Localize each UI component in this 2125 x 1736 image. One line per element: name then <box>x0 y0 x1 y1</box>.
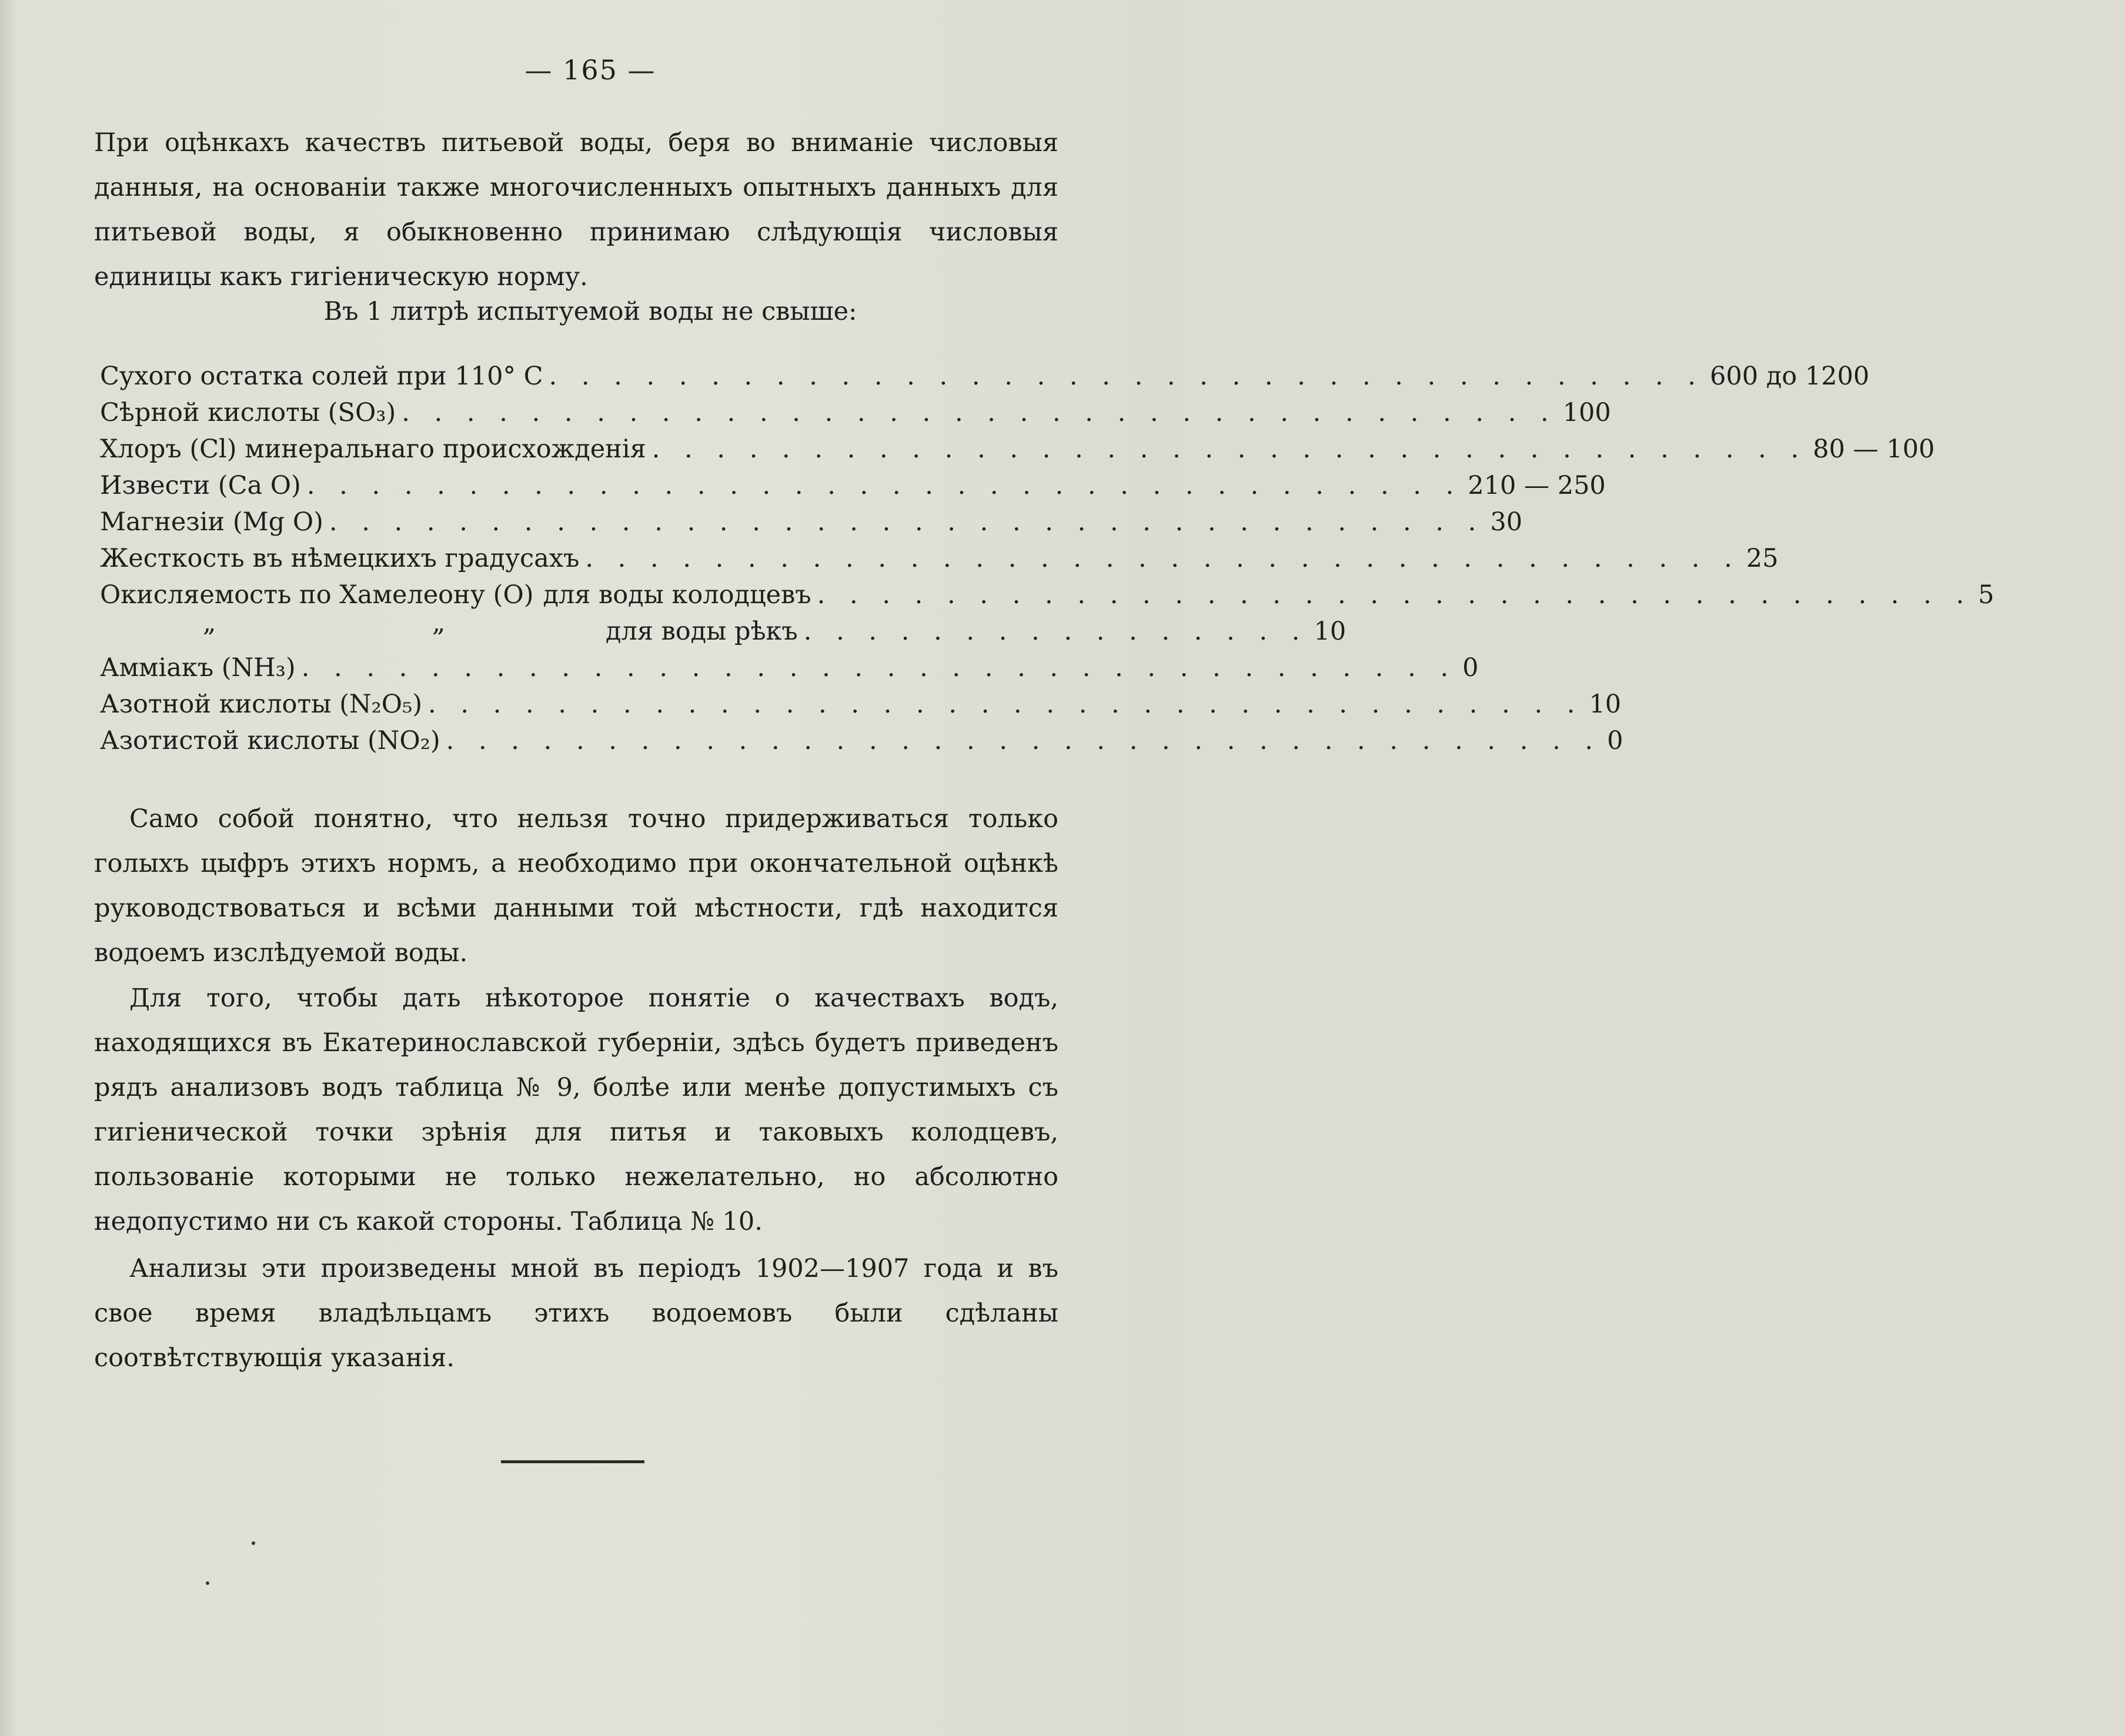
norm-row <box>100 687 1622 722</box>
norm-sublabel: для воды колодцевъ <box>543 580 811 610</box>
norm-row <box>100 723 1623 758</box>
dot-leader: . . . . . . . . . . . . . . . . . . . . . . . . . . . . . . . . . . . . <box>306 471 1462 500</box>
paragraph-4: Анализы эти произведены мной въ періодъ 1902—1907 года и въ свое время владѣльцамъ этихъ водоемовъ были сдѣланы соотвѣтствующія указанія. <box>94 1254 1058 1373</box>
norm-sublabel: для воды рѣкъ <box>606 617 798 646</box>
norm-row <box>100 359 1870 394</box>
norm-value: 80 — 100 <box>1813 434 1935 464</box>
norm-row <box>100 432 1935 467</box>
norm-label: Азотистой кислоты (NO₂) <box>100 726 440 755</box>
norm-label: Амміакъ (NH₃) <box>100 653 296 683</box>
norm-label: Жесткость въ нѣмецкихъ градусахъ <box>100 544 580 573</box>
print-speck <box>252 1541 255 1545</box>
norm-value: 100 <box>1562 398 1611 427</box>
norm-row <box>100 504 1523 540</box>
dot-leader: . . . . . . . . . . . . . . . . . . . . . . . . . . . . . . . . . . . . <box>585 544 1740 573</box>
norm-row <box>100 541 1779 576</box>
norm-value: 10 <box>1314 617 1346 646</box>
dot-leader: . . . . . . . . . . . . . . . . <box>803 617 1308 646</box>
dot-leader: . . . . . . . . . . . . . . . . . . . . . . . . . . . . . . . . . . . . <box>329 507 1485 537</box>
norm-value: 0 <box>1462 653 1479 683</box>
norm-label: Хлоръ (Cl) минеральнаго происхожденія <box>100 434 646 464</box>
norm-label: Азотной кислоты (N₂O₅) <box>100 690 422 719</box>
page-number: — 165 — <box>524 54 656 86</box>
dot-leader: . . . . . . . . . . . . . . . . . . . . . . . . . . . . . . . . . . . . <box>446 726 1602 755</box>
norm-value: 30 <box>1490 507 1523 537</box>
norm-row <box>100 650 1479 685</box>
norm-value: 600 до 1200 <box>1709 362 1870 391</box>
ditto-mark: „ <box>432 608 446 638</box>
print-speck <box>206 1581 209 1585</box>
norm-value: 10 <box>1589 690 1622 719</box>
norm-value: 0 <box>1607 726 1623 755</box>
intro-paragraph: При оцѣнкахъ качествъ питьевой воды, беря во вниманіе числовыя данныя, на основаніи также многочисленныхъ опытныхъ данныхъ для питьевой воды, я обыкновенно принимаю слѣдующія числовыя единицы какъ гигіеническую норму. <box>94 128 1058 292</box>
dot-leader: . . . . . . . . . . . . . . . . . . . . . . . . . . . . . . . . . . . . <box>817 580 1973 610</box>
norm-row <box>606 614 1346 649</box>
norms-subheading: Въ 1 литрѣ испытуемой воды не свыше: <box>323 297 857 326</box>
dot-leader: . . . . . . . . . . . . . . . . . . . . . . . . . . . . . . . . . . . . <box>549 362 1704 391</box>
norm-label: Сѣрной кислоты (SO₃) <box>100 398 396 427</box>
norm-label: Извести (Са О) <box>100 471 301 500</box>
dot-leader: . . . . . . . . . . . . . . . . . . . . . . . . . . . . . . . . . . . . <box>651 434 1807 464</box>
closing-rule <box>501 1460 644 1463</box>
dot-leader: . . . . . . . . . . . . . . . . . . . . . . . . . . . . . . . . . . . . <box>427 690 1583 719</box>
dot-leader: . . . . . . . . . . . . . . . . . . . . . . . . . . . . . . . . . . . . <box>301 653 1457 683</box>
paragraph-3: Для того, чтобы дать нѣкоторое понятіе о качествахъ водъ, находящихся въ Екатеринославской губерніи, здѣсь будетъ приведенъ рядъ анализовъ водъ таблица № 9, болѣе или менѣе допустимыхъ съ гигіенической точки зрѣнія для питья и таковыхъ колодцевъ, пользованіе которыми не только нежелательно, но абсолютно недопустимо ни съ какой стороны. Таблица № 10. <box>94 984 1058 1236</box>
norm-row <box>100 395 1611 430</box>
norm-label: Сухого остатка солей при 110° С <box>100 362 543 391</box>
norm-row <box>100 468 1606 503</box>
norm-label: Магнезіи (Mg O) <box>100 507 323 537</box>
ditto-mark: „ <box>203 608 216 638</box>
norm-label: Окисляемость по Хамелеону (О) <box>100 580 534 610</box>
norm-value: 25 <box>1746 544 1779 573</box>
paragraph-2: Само собой понятно, что нельзя точно придерживаться только голыхъ цыфръ этихъ нормъ, а необходимо при окончательной оцѣнкѣ руководствоваться и всѣми данными той мѣстности, гдѣ находится водоемъ изслѣдуемой воды. <box>94 804 1058 968</box>
norm-value: 210 — 250 <box>1468 471 1606 500</box>
dot-leader: . . . . . . . . . . . . . . . . . . . . . . . . . . . . . . . . . . . . <box>402 398 1557 427</box>
norm-value: 5 <box>1978 580 1994 610</box>
